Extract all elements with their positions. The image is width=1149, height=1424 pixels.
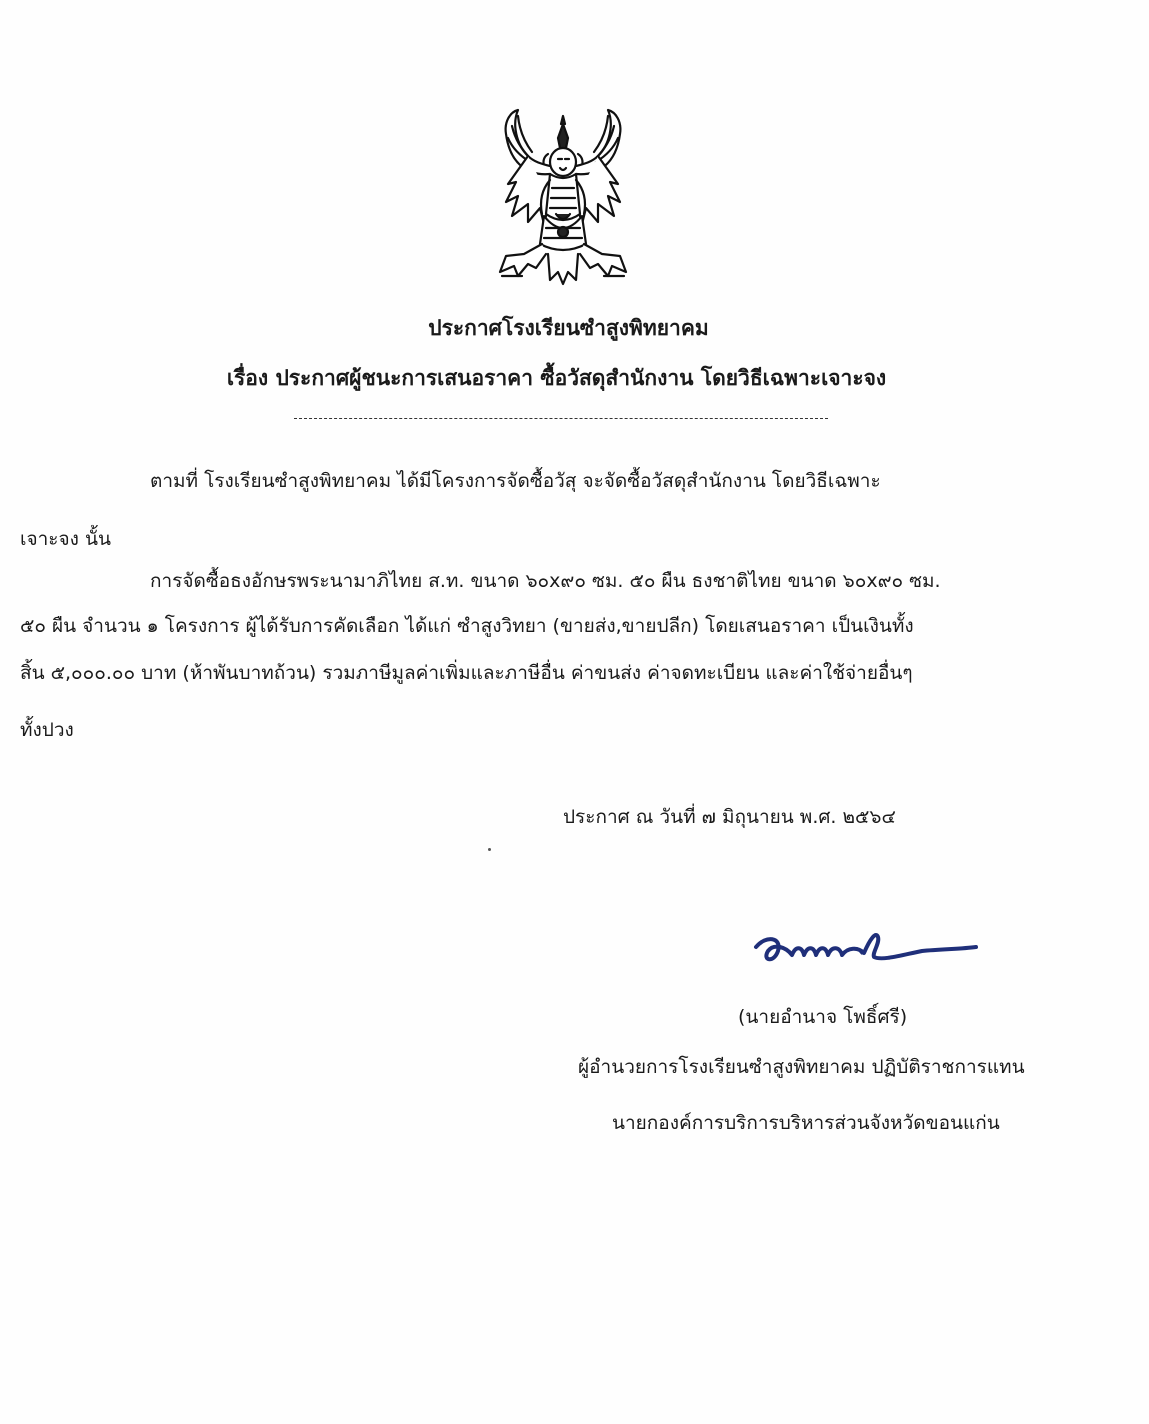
body-line-1: ตามที่ โรงเรียนซำสูงพิทยาคม ได้มีโครงการจัดซื้อวัสุ จะจัดซื้อวัสดุสำนักงาน โดยวิธีเฉพาะ [150, 470, 881, 492]
announcement-subject: เรื่อง ประกาศผู้ชนะการเสนอราคา ซื้อวัสดุสำนักงาน โดยวิธีเฉพาะเจาะจง [226, 366, 887, 390]
body-line-2: เจาะจง นั้น [20, 528, 111, 550]
signatory-name: (นายอำนาจ โพธิ์ศรี) [738, 1006, 908, 1028]
announcement-date: ประกาศ ณ วันที่ ๗ มิถุนายน พ.ศ. ๒๕๖๔ [563, 806, 896, 828]
body-line-6: ทั้งปวง [20, 719, 74, 741]
garuda-emblem-icon [488, 104, 638, 292]
body-line-4: ๕๐ ผืน จำนวน ๑ โครงการ ผู้ได้รับการคัดเลือก ได้แก่ ซำสูงวิทยา (ขายส่ง,ขายปลีก) โดยเสนอราคา เป็นเงินทั้ง [20, 615, 914, 637]
handwritten-signature [752, 925, 978, 975]
body-line-3: การจัดซื้อธงอักษรพระนามาภิไทย ส.ท. ขนาด ๖๐x๙๐ ซม. ๕๐ ผืน ธงชาติไทย ขนาด ๖๐x๙๐ ซม. [150, 570, 941, 592]
scan-speck [488, 848, 491, 851]
body-line-5: สิ้น ๕,๐๐๐.๐๐ บาท (ห้าพันบาทถ้วน) รวมภาษีมูลค่าเพิ่มและภาษีอื่น ค่าขนส่ง ค่าจดทะเบียน และค่าใช้จ่ายอื่นๆ [20, 662, 913, 684]
signatory-position-line-1: ผู้อำนวยการโรงเรียนซำสูงพิทยาคม ปฏิบัติราชการแทน [578, 1056, 1025, 1078]
signatory-position-line-2: นายกองค์การบริการบริหารส่วนจังหวัดขอนแก่น [612, 1112, 1000, 1134]
announcement-title: ประกาศโรงเรียนซำสูงพิทยาคม [428, 316, 709, 340]
divider-line [294, 418, 828, 419]
